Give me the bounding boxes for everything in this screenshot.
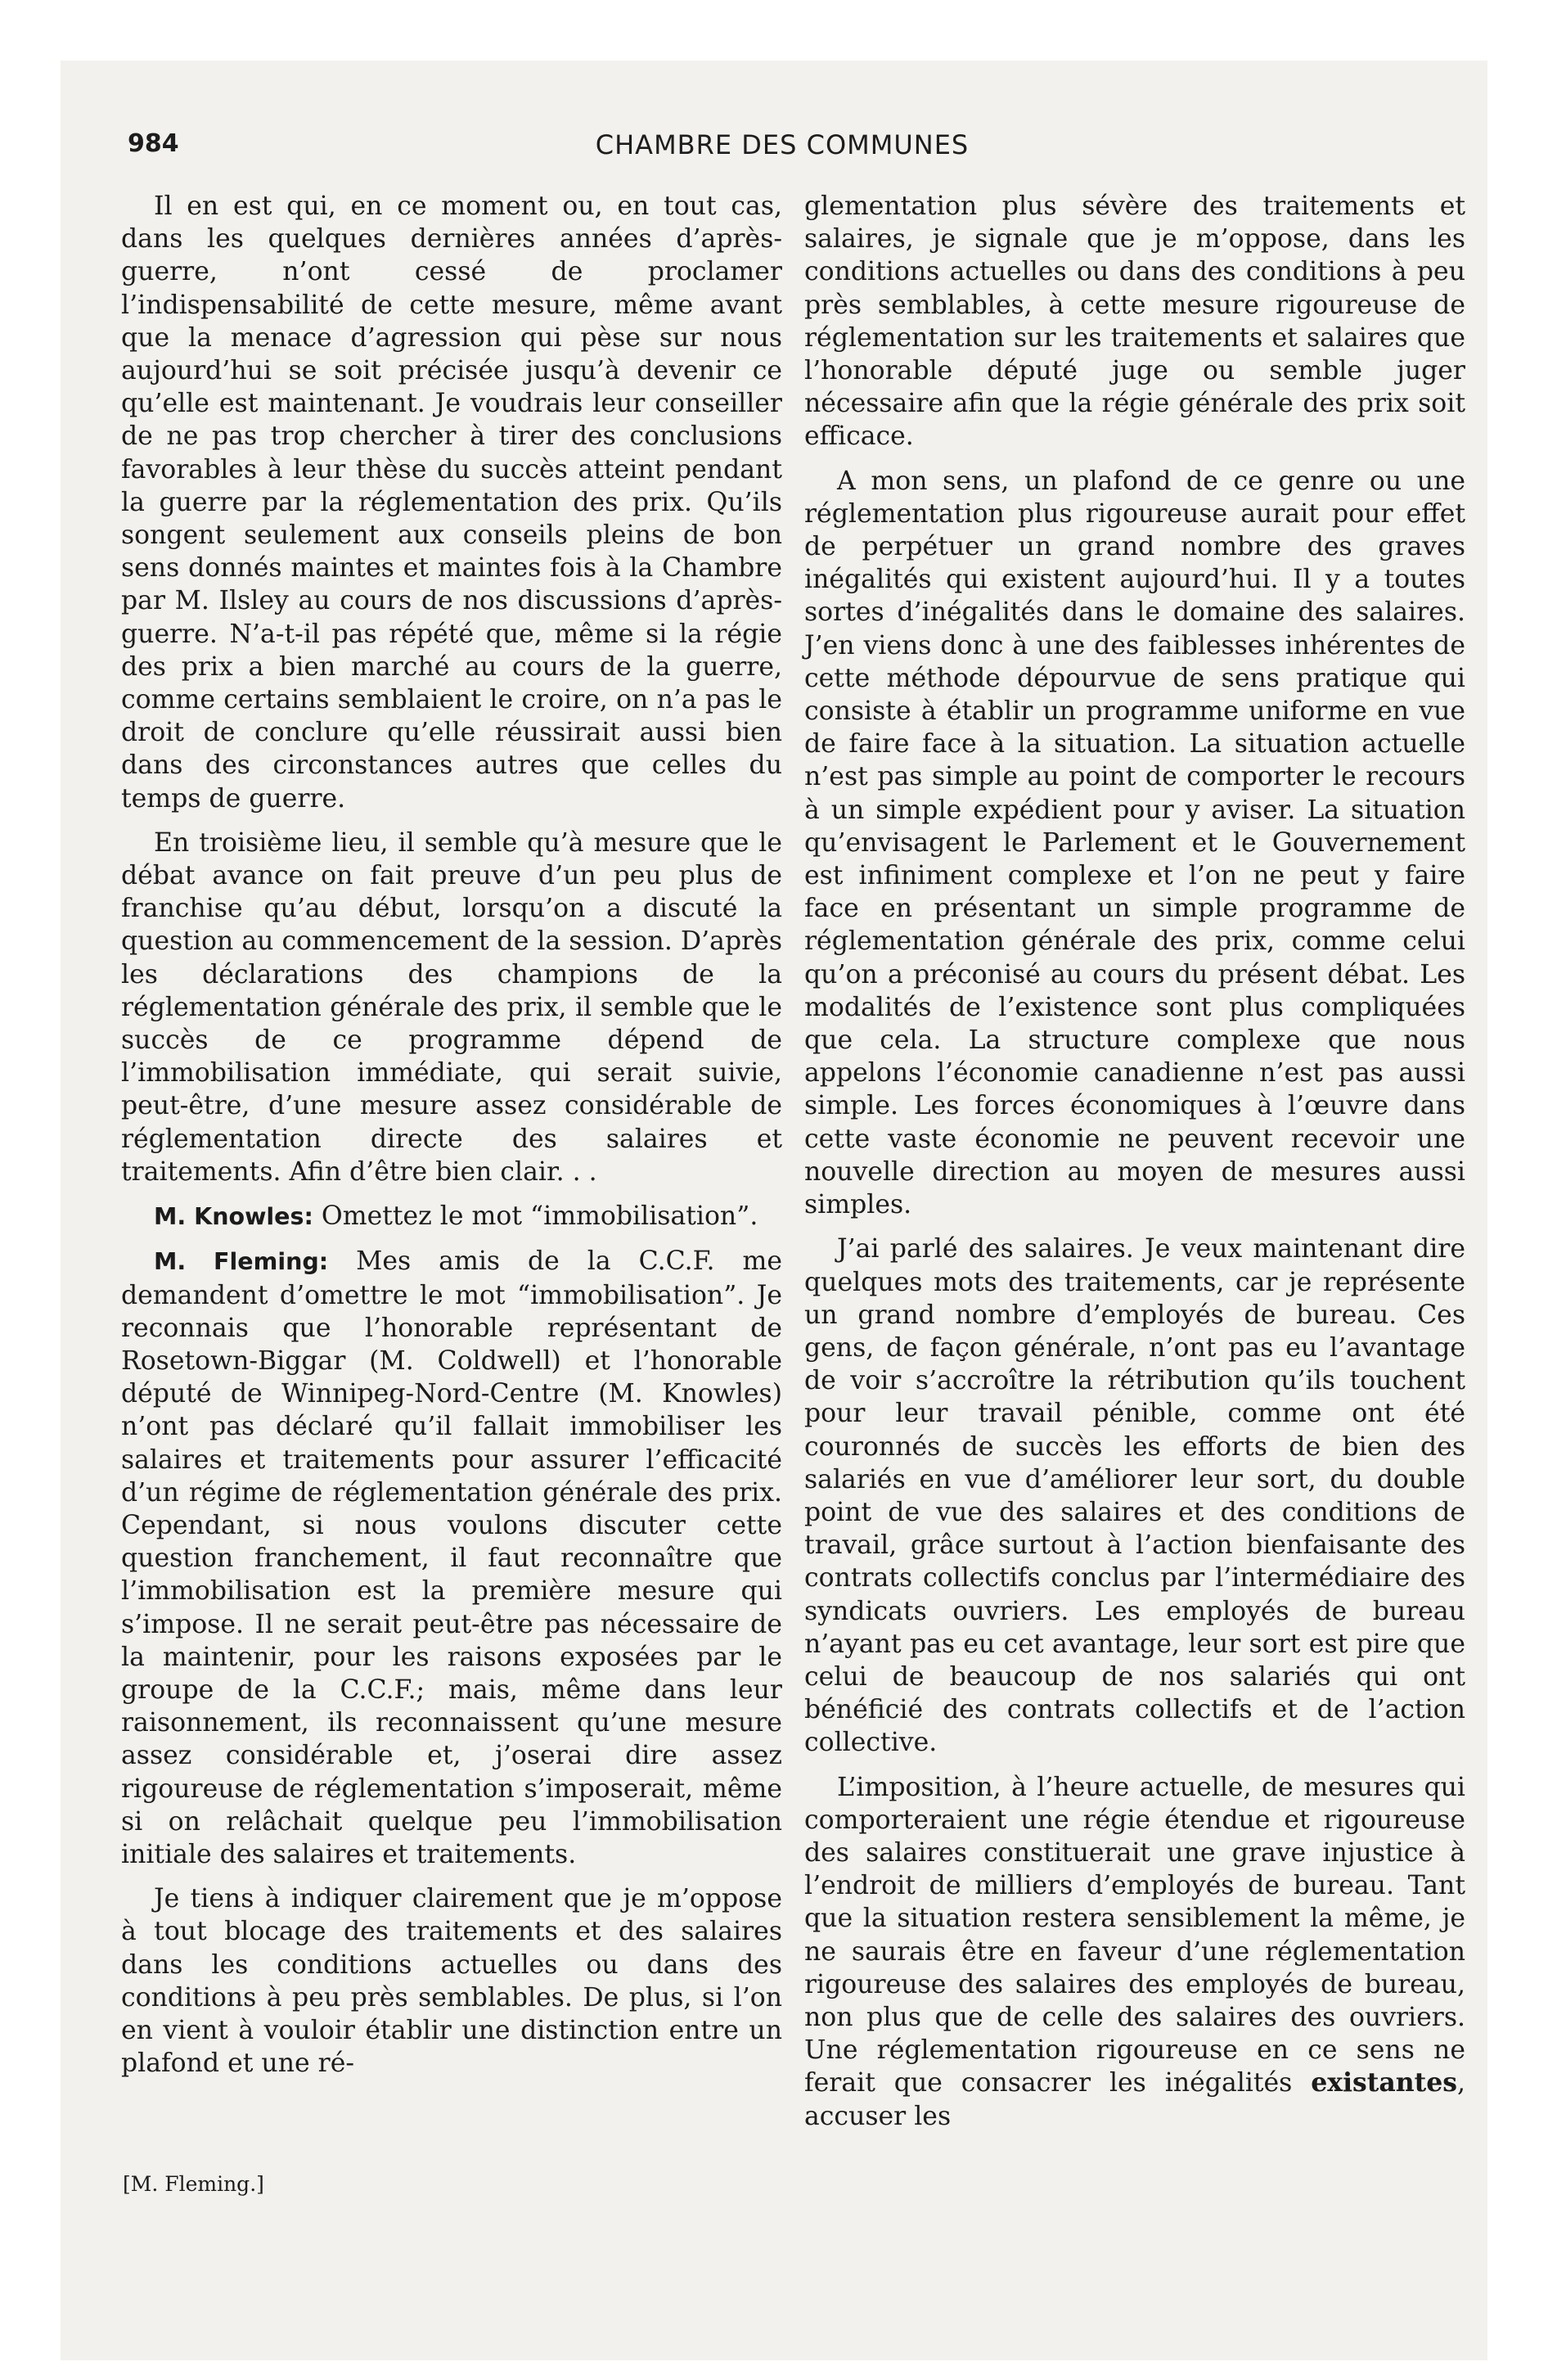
page-header — [128, 129, 1437, 165]
paragraph: Je tiens à indiquer clairement que je m’oppose à tout blocage des traitements et des salaires dans les conditions actuelles ou dans des conditions à peu près semblables. De plus, si l’on en vient à vouloir établir une distinction entre un plafond et une ré- — [121, 1884, 782, 2079]
running-head: CHAMBRE DES COMMUNES — [595, 129, 970, 160]
paragraph — [804, 1771, 1465, 2133]
interjection-paragraph — [121, 1200, 782, 1233]
reply-text: Mes amis de la C.C.F. me demandent d’omettre le mot “immobilisation”. Je reconnais que l’honorable représentant de Rosetown-Biggar (M. Coldwell) et l’honorable député de Winnipeg-Nord-Centre (M. Knowles) n’ont pas déclaré qu’il fallait immobiliser les salaires et traitements pour assurer l’efficacité d’un régime de réglementation générale des prix. Cependant, si nous voulons discuter cette question franchement, il faut reconnaître que l’immobilisation est la première mesure qui s’impose. Il ne serait peut-être pas nécessaire de la maintenir, pour les raisons exposées par le groupe de la C.C.F.; mais, même dans leur raisonnement, ils reconnaissent qu’une mesure assez considérable et, j’oserai dire assez rigoureuse de réglementation s’imposerait, même si on relâchait quelque peu l’immobilisation initiale des salaires et traitements. — [121, 1246, 783, 1869]
speaker-name: M. Fleming: — [154, 1248, 329, 1276]
paragraph: A mon sens, un plafond de ce genre ou une réglementation plus rigoureuse aurait pour effet de perpétuer un grand nombre des graves inégalités qui existent aujourd’hui. Il y a toutes sortes d’inégalités dans le domaine des salaires. J’en viens donc à une des faiblesses inhérentes de cette méthode dépourvue de sens pratique qui consiste à établir un programme uniforme en vue de faire face à la situation. La situation actuelle n’est pas simple au point de comporter le recours à un simple expédient pour y aviser. La situation qu’envisagent le Parlement et le Gouvernement est infiniment complexe et l’on ne peut y faire face en présentant un simple programme de réglementation générale des prix, comme celui qu’on a préconisé au cours du présent débat. Les modalités de l’existence sont plus compliquées que cela. La structure complexe que nous appelons l’économie canadienne n’est pas aussi simple. Les forces économiques à l’œuvre dans cette vaste économie ne peuvent recevoir une nouvelle direction au moyen de mesures aussi simples. — [804, 466, 1465, 1220]
reply-paragraph — [121, 1245, 782, 1871]
page-number: 984 — [128, 129, 179, 158]
continued-paragraph: glementation plus sévère des traitements et salaires, je signale que je m’oppose, dans les conditions actuelles ou dans des conditions à peu près semblables, à cette mesure rigoureuse de réglementation sur les traitements et salaires que l’honorable député juge ou semble juger nécessaire afin que la régie générale des prix soit efficace. — [804, 192, 1465, 452]
paragraph: J’ai parlé des salaires. Je veux maintenant dire quelques mots des traitements, car je représente un grand nombre d’employés de bureau. Ces gens, de façon générale, n’ont pas eu l’avantage de voir s’accroître la rétribution qu’ils touchent pour leur travail pénible, comme ont été couronnés de succès les efforts de bien des salariés en vue d’améliorer leur sort, du double point de vue des salaires et des conditions de travail, grâce surtout à l’action bienfaisante des contrats collectifs conclus par l’intermédiaire des syndicats ouvriers. Les employés de bureau n’ayant pas eu cet avantage, leur sort est pire que celui de beaucoup de nos salariés qui ont bénéficié des contrats collectifs et de l’action collective. — [804, 1234, 1465, 1758]
paragraph-text: L’imposition, à l’heure actuelle, de mesures qui comporteraient une régie étendue et rigoureuse des salaires constituerait une grave injustice à l’endroit de milliers d’employés de bureau. Tant que la situation restera sensiblement la même, je ne saurais être en faveur d’une réglementation rigoureuse des salaires des employés de bureau, non plus que de celle des salaires des ouvriers. Une réglementation rigoureuse en ce sens ne ferait que consacrer les inégalités — [804, 1772, 1465, 2098]
left-column — [121, 190, 782, 2091]
paragraph: En troisième lieu, il semble qu’à mesure que le débat avance on fait preuve d’un peu plus de franchise qu’au début, lorsqu’on a discuté la question au commencement de la session. D’après les déclarations des champions de la réglementation générale des prix, il semble que le succès de ce programme dépend de l’immobilisation immédiate, qui serait suivie, peut-être, d’une mesure assez considérable de réglementation directe des salaires et traitements. Afin d’être bien clair. . . — [121, 827, 782, 1187]
paragraph: Il en est qui, en ce moment ou, en tout cas, dans les quelques dernières années d’après-guerre, n’ont cessé de proclamer l’indispensabilité de cette mesure, même avant que la menace d’agression qui pèse sur nous aujourd’hui se soit précisée jusqu’à devenir ce qu’elle est maintenant. Je voudrais leur conseiller de ne pas trop chercher à tirer des conclusions favorables à leur thèse du succès atteint pendant la guerre par la réglementation des prix. Qu’ils songent seulement aux conseils pleins de bon sens donnés maintes et maintes fois à la Chambre par M. Ilsley au cours de nos discussions d’après-guerre. N’a-t-il pas répété que, même si la régie des prix a bien marché au cours de la guerre, comme certains semblaient le croire, on n’a pas le droit de conclure qu’elle réussirait aussi bien dans des circonstances autres que celles du temps de guerre. — [121, 192, 782, 814]
speaker-name: M. Knowles: — [154, 1203, 313, 1231]
interjection-text: Omettez le mot “immobilisation”. — [321, 1201, 758, 1232]
speaker-reference: [M. Fleming.] — [123, 2172, 264, 2196]
emphasized-word: existantes — [1311, 2067, 1457, 2098]
right-column — [804, 190, 1465, 2144]
paragraph-text: , accuser les — [804, 2068, 1465, 2131]
